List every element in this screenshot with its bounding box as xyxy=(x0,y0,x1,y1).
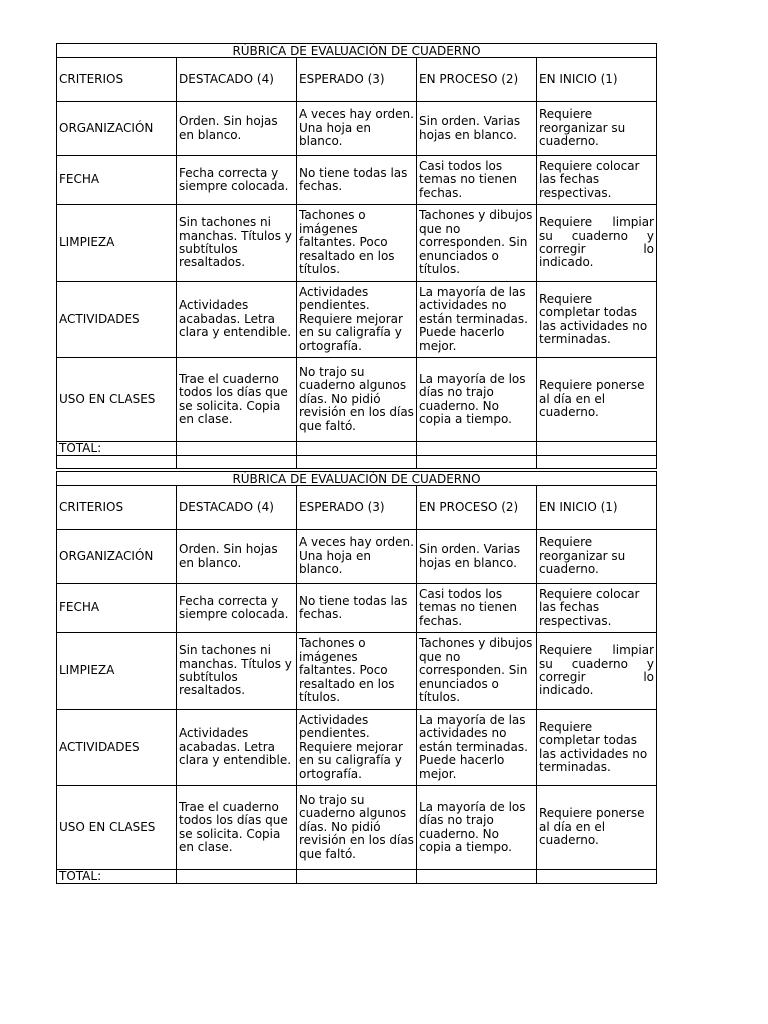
criterion-cell: FECHA xyxy=(57,156,177,205)
level-cell: Sin tachones ni manchas. Títulos y subtítulos resaltados. xyxy=(177,205,297,282)
criterion-cell: ORGANIZACIÓN xyxy=(57,530,177,584)
level-cell: La mayoría de las actividades no están terminadas. Puede hacerlo mejor. xyxy=(417,710,537,786)
total-cell xyxy=(537,870,657,884)
total-cell xyxy=(177,870,297,884)
criterion-cell: FECHA xyxy=(57,584,177,633)
level-cell: Tachones y dibujos que no corresponden. Sin enunciados o títulos. xyxy=(417,205,537,282)
header-en-inicio: EN INICIO (1) xyxy=(537,58,657,102)
level-cell: Requiere limpiar su cuaderno y corregir lo indicado. xyxy=(537,633,657,710)
criterion-cell: ORGANIZACIÓN xyxy=(57,102,177,156)
level-cell: Requiere completar todas las actividades no terminadas. xyxy=(537,282,657,358)
header-criterios: CRITERIOS xyxy=(57,58,177,102)
header-en-proceso: EN PROCESO (2) xyxy=(417,486,537,530)
total-cell xyxy=(177,442,297,456)
level-cell: Tachones o imágenes faltantes. Poco resaltado en los títulos. xyxy=(297,633,417,710)
header-esperado: ESPERADO (3) xyxy=(297,486,417,530)
total-cell xyxy=(417,870,537,884)
level-cell: No trajo su cuaderno algunos días. No pidió revisión en los días que faltó. xyxy=(297,358,417,442)
header-destacado: DESTACADO (4) xyxy=(177,58,297,102)
criterion-cell: USO EN CLASES xyxy=(57,358,177,442)
rubric-table-2 xyxy=(56,471,657,884)
criterion-cell: LIMPIEZA xyxy=(57,205,177,282)
level-cell: Requiere ponerse al día en el cuaderno. xyxy=(537,786,657,870)
row-fecha xyxy=(57,156,657,205)
level-cell: Requiere reorganizar su cuaderno. xyxy=(537,530,657,584)
level-cell: Orden. Sin hojas en blanco. xyxy=(177,530,297,584)
total-cell xyxy=(537,442,657,456)
spacer-cell xyxy=(537,456,657,469)
level-cell: Requiere reorganizar su cuaderno. xyxy=(537,102,657,156)
level-cell: Fecha correcta y siempre colocada. xyxy=(177,584,297,633)
level-cell: Tachones o imágenes faltantes. Poco resaltado en los títulos. xyxy=(297,205,417,282)
spacer-cell xyxy=(297,456,417,469)
row-organizacion xyxy=(57,102,657,156)
level-cell: Fecha correcta y siempre colocada. xyxy=(177,156,297,205)
total-cell xyxy=(297,442,417,456)
header-en-inicio: EN INICIO (1) xyxy=(537,486,657,530)
level-cell: La mayoría de las actividades no están terminadas. Puede hacerlo mejor. xyxy=(417,282,537,358)
level-cell: Trae el cuaderno todos los días que se solicita. Copia en clase. xyxy=(177,358,297,442)
row-uso-en-clases xyxy=(57,358,657,442)
level-cell: Sin orden. Varias hojas en blanco. xyxy=(417,530,537,584)
level-cell: Trae el cuaderno todos los días que se solicita. Copia en clase. xyxy=(177,786,297,870)
level-cell: Actividades pendientes. Requiere mejorar en su caligrafía y ortografía. xyxy=(297,282,417,358)
total-cell xyxy=(297,870,417,884)
level-cell: A veces hay orden. Una hoja en blanco. xyxy=(297,102,417,156)
title-row xyxy=(57,472,657,486)
level-cell: No trajo su cuaderno algunos días. No pidió revisión en los días que faltó. xyxy=(297,786,417,870)
level-cell: No tiene todas las fechas. xyxy=(297,156,417,205)
level-cell: Casi todos los temas no tienen fechas. xyxy=(417,156,537,205)
spacer-row xyxy=(57,456,657,469)
level-cell: Requiere colocar las fechas respectivas. xyxy=(537,156,657,205)
total-label: TOTAL: xyxy=(57,442,177,456)
level-cell: La mayoría de los días no trajo cuaderno. No copia a tiempo. xyxy=(417,358,537,442)
header-row xyxy=(57,58,657,102)
header-en-proceso: EN PROCESO (2) xyxy=(417,58,537,102)
level-cell: La mayoría de los días no trajo cuaderno. No copia a tiempo. xyxy=(417,786,537,870)
total-cell xyxy=(417,442,537,456)
row-fecha xyxy=(57,584,657,633)
criterion-cell: ACTIVIDADES xyxy=(57,282,177,358)
spacer-cell xyxy=(177,456,297,469)
level-cell: Actividades acabadas. Letra clara y entendible. xyxy=(177,710,297,786)
level-cell: Actividades acabadas. Letra clara y entendible. xyxy=(177,282,297,358)
total-row xyxy=(57,442,657,456)
criterion-cell: ACTIVIDADES xyxy=(57,710,177,786)
header-destacado: DESTACADO (4) xyxy=(177,486,297,530)
level-cell: Tachones y dibujos que no corresponden. Sin enunciados o títulos. xyxy=(417,633,537,710)
level-cell: Requiere limpiar su cuaderno y corregir lo indicado. xyxy=(537,205,657,282)
level-cell: No tiene todas las fechas. xyxy=(297,584,417,633)
level-cell: Orden. Sin hojas en blanco. xyxy=(177,102,297,156)
level-cell: Sin tachones ni manchas. Títulos y subtítulos resaltados. xyxy=(177,633,297,710)
criterion-cell: USO EN CLASES xyxy=(57,786,177,870)
level-cell: Sin orden. Varias hojas en blanco. xyxy=(417,102,537,156)
total-label: TOTAL: xyxy=(57,870,177,884)
header-row xyxy=(57,486,657,530)
header-criterios: CRITERIOS xyxy=(57,486,177,530)
row-actividades xyxy=(57,710,657,786)
criterion-cell: LIMPIEZA xyxy=(57,633,177,710)
level-cell: A veces hay orden. Una hoja en blanco. xyxy=(297,530,417,584)
title-row xyxy=(57,44,657,58)
row-uso-en-clases xyxy=(57,786,657,870)
row-limpieza xyxy=(57,205,657,282)
rubric-table-1 xyxy=(56,43,657,469)
level-cell: Requiere colocar las fechas respectivas. xyxy=(537,584,657,633)
row-actividades xyxy=(57,282,657,358)
row-limpieza xyxy=(57,633,657,710)
level-cell: Casi todos los temas no tienen fechas. xyxy=(417,584,537,633)
level-cell: Actividades pendientes. Requiere mejorar en su caligrafía y ortografía. xyxy=(297,710,417,786)
total-row xyxy=(57,870,657,884)
header-esperado: ESPERADO (3) xyxy=(297,58,417,102)
row-organizacion xyxy=(57,530,657,584)
table-title: RÚBRICA DE EVALUACIÓN DE CUADERNO xyxy=(57,44,657,58)
spacer-cell xyxy=(417,456,537,469)
spacer-cell xyxy=(57,456,177,469)
level-cell: Requiere ponerse al día en el cuaderno. xyxy=(537,358,657,442)
level-cell: Requiere completar todas las actividades no terminadas. xyxy=(537,710,657,786)
table-title: RÚBRICA DE EVALUACIÓN DE CUADERNO xyxy=(57,472,657,486)
